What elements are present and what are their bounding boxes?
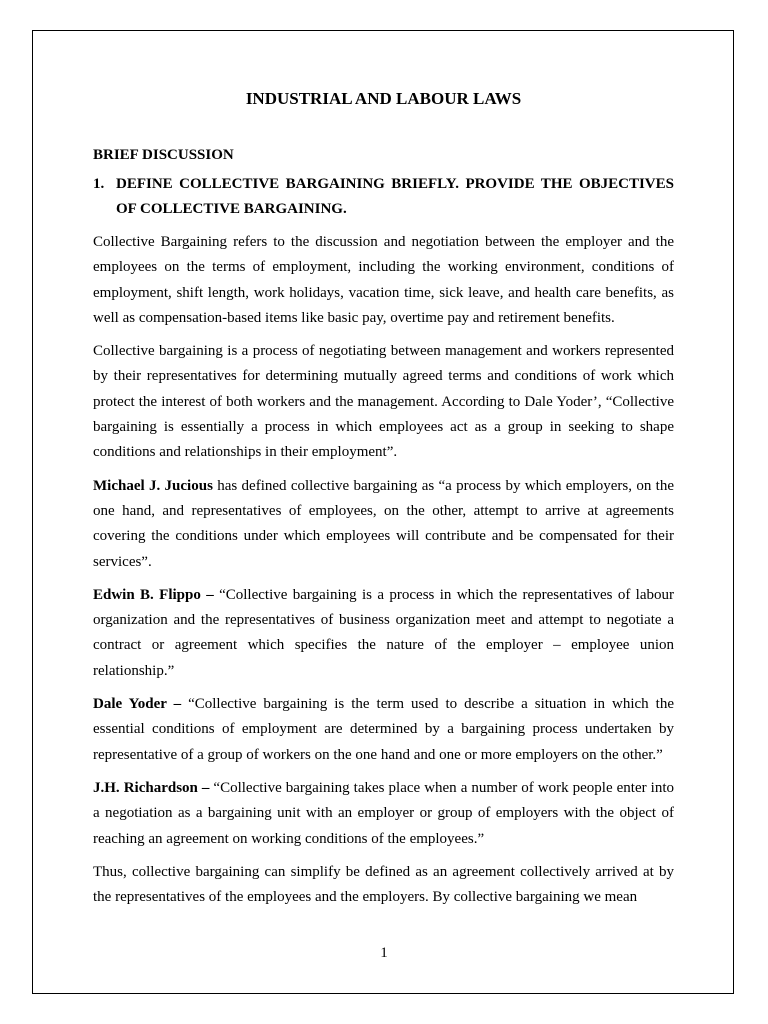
paragraph-text: Thus, collective bargaining can simplify be defined as an agreement collectively arrived at by the representatives of the employees and the employers. By collective bargaining we mean	[93, 863, 674, 906]
paragraph	[93, 474, 674, 575]
paragraph-lead: Edwin B. Flippo –	[93, 586, 214, 603]
document-body	[93, 84, 674, 910]
paragraph-text: “Collective bargaining is the term used to describe a situation in which the essential conditions of employment are determined by a bargaining process undertaken by representative of a group of workers on the one hand and one or more employers on the other.”	[93, 696, 674, 763]
paragraph	[93, 692, 674, 768]
paragraph-text: has defined collective bargaining as “a process by which employers, on the one hand, and representatives of employees, on the other, attempt to arrive at agreements covering the conditions under which employees will contribute and be compensated for their services”.	[93, 477, 674, 570]
paragraph-text: Collective Bargaining refers to the discussion and negotiation between the employer and the employees on the terms of employment, including the working environment, conditions of employment, shift length, work holidays, vacation time, sick leave, and health care benefits, as well as compensation-based items like basic pay, overtime pay and retirement benefits.	[93, 234, 674, 326]
paragraph-lead: Michael J. Jucious	[93, 477, 213, 494]
paragraph	[93, 230, 674, 331]
paragraph	[93, 583, 674, 684]
question-item	[93, 172, 674, 222]
paragraph-text: “Collective bargaining is a process in which the representatives of labour organization and the representatives of business organization meet and attempt to negotiate a contract or agreement which specifies the nature of the employer – employee union relationship.”	[93, 586, 674, 679]
paragraph-lead: J.H. Richardson –	[93, 779, 210, 796]
question-number: 1.	[93, 176, 105, 192]
paragraph-text: “Collective bargaining takes place when a number of work people enter into a negotiation as a bargaining unit with an employer or group of employers with the object of reaching an agreement on working conditions of the employees.”	[93, 779, 674, 847]
page-number: 1	[380, 945, 388, 961]
document-title: INDUSTRIAL AND LABOUR LAWS	[245, 89, 522, 108]
paragraph	[93, 776, 674, 852]
paragraph-lead: Dale Yoder –	[93, 696, 182, 713]
paragraph	[93, 339, 674, 465]
question-text: DEFINE COLLECTIVE BARGAINING BRIEFLY. PROVIDE THE OBJECTIVES OF COLLECTIVE BARGAINING.	[116, 176, 674, 217]
paragraph-text: Collective bargaining is a process of negotiating between management and workers represented by their representatives for determining mutually agreed terms and conditions of work which protect the interest of both workers and the management. According to Dale Yoder’, “Collective bargaining is essentially a process in which employees act as a group in seeking to shape conditions and relationships in their employment”.	[93, 343, 674, 461]
paragraph	[93, 860, 674, 911]
section-heading: BRIEF DISCUSSION	[93, 147, 234, 163]
